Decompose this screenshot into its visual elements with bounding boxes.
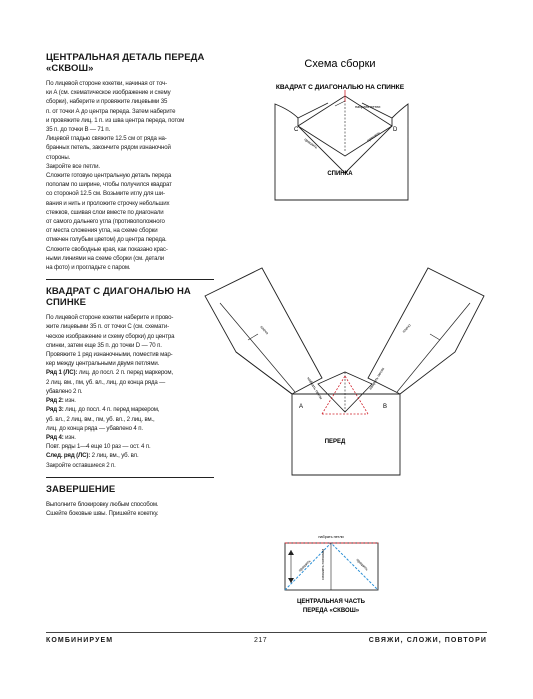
text-line: стежков, сшивая слои вместе по диагонали [46, 208, 164, 216]
footer-rule [46, 632, 487, 633]
front-tag-nabrat-left: набрать петли [306, 376, 323, 401]
row-text: Закройте оставшиеся 2 п. [46, 461, 116, 469]
text-line: жите лицевыми 35 п. от точки С (см. схемати- [46, 323, 169, 331]
row-label: След. ряд (ЛС): [46, 452, 91, 460]
section-title-finishing: ЗАВЕРШЕНИЕ [46, 483, 116, 495]
row-text: лиц. до конца ряда — убавлено 4 п. [46, 424, 143, 432]
point-c-label: C [294, 127, 299, 133]
front-tag-pleco-right: плечо [401, 323, 412, 334]
text-line: ки А (см. схематическое изображение и схему [46, 89, 171, 97]
row-text: изн. [63, 433, 76, 441]
row-text: убавлено 2 п. [46, 387, 83, 395]
center-tag-prishit-left: пришить [297, 559, 312, 573]
text-line: со стороной 12.5 см. Возьмите иглу для ши- [46, 190, 165, 198]
text-line: Сложите готовую центральную деталь переда [46, 172, 172, 180]
section-title-center-front: ЦЕНТРАЛЬНАЯ ДЕТАЛЬ ПЕРЕДА «СКВОШ» [46, 52, 205, 74]
row-text: 2 лиц. вм., пм, уб. вл., лиц. до конца ряда — [46, 378, 166, 386]
page-number: 217 [254, 637, 268, 644]
text-line: ными линиями на схеме сборки (см. детали [46, 254, 165, 262]
row-label: Ряд 1 (ЛС): [46, 369, 78, 377]
diagram-title: Схема сборки [304, 58, 376, 70]
back-tag-prishit-left: пришить [303, 137, 319, 150]
center-tag-prishit-right: пришить [355, 557, 369, 572]
center-tag-skladka: сложить пополам [321, 549, 325, 580]
text-line: 35 п. до точки В — 71 п. [46, 126, 111, 134]
footer-book-title: СВЯЖИ, СЛОЖИ, ПОВТОРИ [368, 637, 487, 644]
text-line: сборки), наберите и провяжите лицевыми 35 [46, 98, 168, 106]
front-tag-nabrat-right: набрать петли [368, 366, 386, 391]
text-line: Закройте все петли. [46, 162, 100, 170]
section-title-back-square: КВАДРАТ С ДИАГОНАЛЬЮ НА СПИНКЕ [46, 286, 191, 309]
text-line: По лицевой стороне кокетки, начиная от точ- [46, 80, 167, 87]
center-label-line1: ЦЕНТРАЛЬНАЯ ЧАСТЬ [297, 599, 365, 605]
text-line: пополам по ширине, чтобы получился квадрат [46, 181, 172, 189]
text-line: кер между центральными двумя петлями. [46, 360, 160, 368]
text-line: и провяжите лиц. 1 п. из шва центра переда, потом [46, 116, 185, 124]
text-line: спинки, затем еще 35 п. до точки D — 70 п. [46, 341, 162, 349]
text-line: Лицевой гладью свяжите 12.5 см от ряда на- [46, 135, 167, 143]
back-piece [275, 103, 408, 200]
center-tag-nabrat: набрать петли [318, 535, 344, 539]
text-line: Выполните блокировку любым способом. [46, 500, 159, 508]
text-line: По лицевой стороне кокетки наберите и прово- [46, 314, 174, 322]
text-line: от места сложения угла, на схеме сборки [46, 227, 158, 235]
row-label: Ряд 3: [46, 406, 64, 414]
text-line: бранных петель, закончите рядом изнаночной [46, 144, 171, 152]
text-line: ческое изображение и схему сборки) до центра [46, 332, 175, 340]
text-line: вания и нить и проложите строчку небольших [46, 199, 170, 207]
text-line: от самого дальнего угла (противоположного [46, 218, 165, 226]
row-text: Повт. ряды 1—4 еще 10 раз — ост. 4 п. [46, 443, 151, 451]
back-label: СПИНКА [327, 171, 353, 177]
front-center-triangle [318, 372, 372, 414]
back-tag-prishit-right: пришить [366, 130, 382, 143]
front-tag-pleco-left: плечо [259, 324, 270, 336]
text-line: отмечен голубым цветом) до центра переда. [46, 236, 167, 244]
row-text: лиц. до посл. 2 п. перед маркером, [77, 369, 174, 377]
back-tag-nabrat: набрать петли [355, 105, 381, 109]
point-d-label: D [393, 127, 398, 133]
back-square-label: КВАДРАТ С ДИАГОНАЛЬЮ НА СПИНКЕ [275, 84, 405, 91]
center-label-line2: ПЕРЕДА «СКВОШ» [302, 608, 360, 614]
text-line: Сшейте боковые швы. Пришейте кокетку. [46, 509, 159, 517]
front-label: ПЕРЕД [324, 439, 346, 445]
text-line: Провяжите 1 ряд изнаночными, поместив мар- [46, 351, 173, 359]
point-a-label: A [299, 404, 304, 410]
row-text: 2 лиц. вм., уб. вл. [90, 452, 139, 460]
row-text: уб. вл., 2 лиц. вм., пм, уб. вл., 2 лиц. вм., [46, 415, 155, 423]
text-line: Сложите свободные края, как показано крас- [46, 245, 168, 253]
row-label: Ряд 2: [46, 397, 64, 405]
row-text: изн. [63, 397, 76, 405]
point-b-label: B [383, 404, 388, 410]
text-line: на фото) и прогладьте с паром. [46, 264, 131, 272]
row-text: лиц. до посл. 4 п. перед маркером, [63, 406, 160, 414]
row-label: Ряд 4: [46, 433, 64, 441]
footer-section-name: КОМБИНИРУЕМ [46, 637, 114, 644]
text-line: п. от точки А до центра переда. Затем наберите [46, 107, 176, 115]
text-line: стороны. [46, 153, 71, 161]
